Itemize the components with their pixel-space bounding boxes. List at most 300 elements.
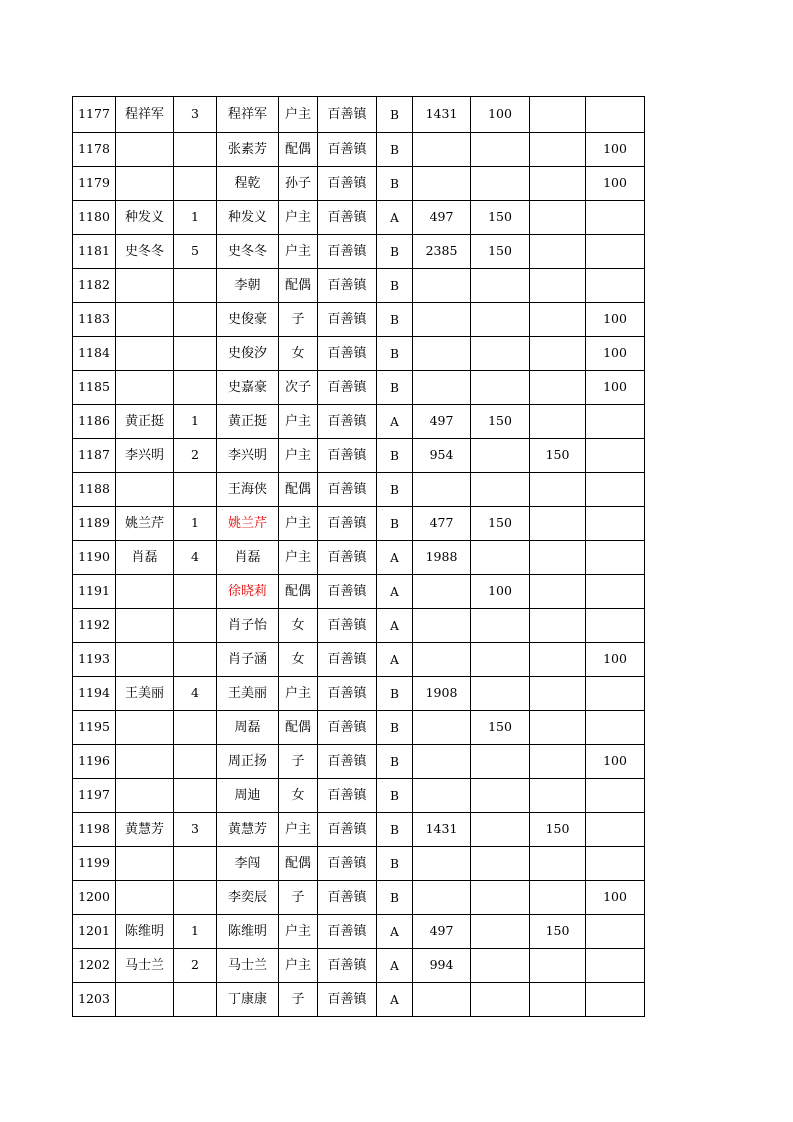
cell-category: B xyxy=(377,303,413,337)
cell-value-c xyxy=(586,779,645,813)
cell-value-a xyxy=(471,609,530,643)
cell-member-name: 李奕辰 xyxy=(217,881,279,915)
table-row xyxy=(73,473,645,507)
cell-household-head: 程祥军 xyxy=(116,97,174,133)
cell-value-c: 100 xyxy=(586,881,645,915)
cell-member-name: 史嘉豪 xyxy=(217,371,279,405)
cell-household-size xyxy=(174,575,217,609)
cell-household-head xyxy=(116,609,174,643)
cell-household-head xyxy=(116,847,174,881)
cell-member-name: 史冬冬 xyxy=(217,235,279,269)
cell-value-b: 150 xyxy=(530,813,586,847)
cell-amount xyxy=(413,133,471,167)
table-row xyxy=(73,847,645,881)
cell-value-c: 100 xyxy=(586,133,645,167)
table-row xyxy=(73,915,645,949)
cell-value-c xyxy=(586,983,645,1017)
cell-value-a xyxy=(471,813,530,847)
cell-value-b xyxy=(530,167,586,201)
table-row xyxy=(73,133,645,167)
table-row xyxy=(73,371,645,405)
cell-amount xyxy=(413,643,471,677)
cell-relation: 女 xyxy=(279,643,318,677)
cell-relation: 女 xyxy=(279,779,318,813)
cell-value-a xyxy=(471,677,530,711)
cell-amount xyxy=(413,745,471,779)
cell-value-c xyxy=(586,677,645,711)
cell-record-number: 1183 xyxy=(73,303,116,337)
cell-value-a xyxy=(471,643,530,677)
cell-member-name: 王美丽 xyxy=(217,677,279,711)
cell-value-c: 100 xyxy=(586,745,645,779)
cell-amount xyxy=(413,983,471,1017)
cell-value-c xyxy=(586,575,645,609)
cell-value-b xyxy=(530,507,586,541)
cell-value-b xyxy=(530,779,586,813)
cell-amount: 994 xyxy=(413,949,471,983)
cell-relation: 配偶 xyxy=(279,847,318,881)
cell-household-head: 黄慧芳 xyxy=(116,813,174,847)
cell-amount xyxy=(413,847,471,881)
cell-relation: 配偶 xyxy=(279,269,318,303)
table-row xyxy=(73,643,645,677)
cell-category: B xyxy=(377,167,413,201)
cell-value-b xyxy=(530,371,586,405)
cell-town: 百善镇 xyxy=(318,677,377,711)
cell-amount: 497 xyxy=(413,915,471,949)
cell-household-size xyxy=(174,983,217,1017)
cell-value-c xyxy=(586,711,645,745)
table-row xyxy=(73,303,645,337)
table-row xyxy=(73,711,645,745)
cell-member-name: 黄慧芳 xyxy=(217,813,279,847)
cell-category: A xyxy=(377,915,413,949)
cell-household-size: 5 xyxy=(174,235,217,269)
cell-record-number: 1199 xyxy=(73,847,116,881)
cell-category: A xyxy=(377,949,413,983)
cell-household-head xyxy=(116,303,174,337)
table-body xyxy=(73,97,645,1017)
cell-record-number: 1196 xyxy=(73,745,116,779)
table-row xyxy=(73,167,645,201)
cell-value-a xyxy=(471,439,530,473)
cell-record-number: 1188 xyxy=(73,473,116,507)
cell-value-b xyxy=(530,133,586,167)
cell-household-head: 李兴明 xyxy=(116,439,174,473)
cell-category: B xyxy=(377,507,413,541)
cell-record-number: 1189 xyxy=(73,507,116,541)
cell-member-name: 史俊汐 xyxy=(217,337,279,371)
cell-category: B xyxy=(377,473,413,507)
cell-amount xyxy=(413,711,471,745)
cell-household-head: 史冬冬 xyxy=(116,235,174,269)
cell-value-a xyxy=(471,337,530,371)
cell-record-number: 1190 xyxy=(73,541,116,575)
cell-value-a xyxy=(471,167,530,201)
cell-household-size: 1 xyxy=(174,405,217,439)
cell-member-name: 姚兰芹 xyxy=(217,507,279,541)
cell-town: 百善镇 xyxy=(318,711,377,745)
table-row xyxy=(73,439,645,473)
cell-member-name: 周迪 xyxy=(217,779,279,813)
cell-record-number: 1197 xyxy=(73,779,116,813)
cell-household-head: 黄正挺 xyxy=(116,405,174,439)
cell-town: 百善镇 xyxy=(318,915,377,949)
cell-value-b xyxy=(530,337,586,371)
cell-household-size: 1 xyxy=(174,507,217,541)
cell-value-c: 100 xyxy=(586,643,645,677)
cell-household-head xyxy=(116,167,174,201)
cell-town: 百善镇 xyxy=(318,97,377,133)
cell-relation: 次子 xyxy=(279,371,318,405)
cell-household-size: 2 xyxy=(174,439,217,473)
cell-amount: 1988 xyxy=(413,541,471,575)
table-row xyxy=(73,405,645,439)
cell-household-head: 王美丽 xyxy=(116,677,174,711)
cell-record-number: 1203 xyxy=(73,983,116,1017)
cell-value-b xyxy=(530,541,586,575)
cell-value-a xyxy=(471,881,530,915)
cell-category: B xyxy=(377,439,413,473)
cell-town: 百善镇 xyxy=(318,133,377,167)
cell-record-number: 1177 xyxy=(73,97,116,133)
cell-value-a: 150 xyxy=(471,201,530,235)
cell-record-number: 1178 xyxy=(73,133,116,167)
cell-relation: 户主 xyxy=(279,405,318,439)
cell-amount xyxy=(413,337,471,371)
cell-value-a xyxy=(471,303,530,337)
table-row xyxy=(73,235,645,269)
cell-category: B xyxy=(377,269,413,303)
cell-household-head xyxy=(116,133,174,167)
cell-household-head xyxy=(116,643,174,677)
cell-value-c xyxy=(586,439,645,473)
table-row xyxy=(73,983,645,1017)
cell-household-size xyxy=(174,847,217,881)
cell-value-c xyxy=(586,541,645,575)
cell-relation: 配偶 xyxy=(279,473,318,507)
cell-value-b xyxy=(530,303,586,337)
cell-town: 百善镇 xyxy=(318,405,377,439)
table-row xyxy=(73,745,645,779)
cell-value-b xyxy=(530,473,586,507)
cell-member-name: 李朝 xyxy=(217,269,279,303)
cell-household-size xyxy=(174,609,217,643)
cell-household-size xyxy=(174,779,217,813)
cell-town: 百善镇 xyxy=(318,167,377,201)
cell-value-a: 150 xyxy=(471,405,530,439)
cell-household-size: 4 xyxy=(174,541,217,575)
cell-member-name: 肖磊 xyxy=(217,541,279,575)
cell-record-number: 1193 xyxy=(73,643,116,677)
cell-record-number: 1180 xyxy=(73,201,116,235)
cell-member-name: 肖子怡 xyxy=(217,609,279,643)
cell-town: 百善镇 xyxy=(318,337,377,371)
cell-relation: 户主 xyxy=(279,541,318,575)
cell-town: 百善镇 xyxy=(318,881,377,915)
table-row xyxy=(73,337,645,371)
cell-record-number: 1182 xyxy=(73,269,116,303)
cell-category: B xyxy=(377,337,413,371)
cell-town: 百善镇 xyxy=(318,779,377,813)
cell-household-head xyxy=(116,473,174,507)
cell-category: B xyxy=(377,677,413,711)
cell-record-number: 1186 xyxy=(73,405,116,439)
cell-household-size: 1 xyxy=(174,201,217,235)
cell-amount xyxy=(413,371,471,405)
cell-household-head: 种发义 xyxy=(116,201,174,235)
table-row xyxy=(73,813,645,847)
cell-household-size: 3 xyxy=(174,813,217,847)
cell-relation: 配偶 xyxy=(279,133,318,167)
cell-amount: 1431 xyxy=(413,813,471,847)
cell-town: 百善镇 xyxy=(318,983,377,1017)
table-row xyxy=(73,609,645,643)
table-row xyxy=(73,201,645,235)
cell-value-c xyxy=(586,915,645,949)
cell-relation: 户主 xyxy=(279,813,318,847)
cell-member-name: 李闯 xyxy=(217,847,279,881)
cell-value-c: 100 xyxy=(586,303,645,337)
cell-relation: 户主 xyxy=(279,97,318,133)
cell-value-c xyxy=(586,473,645,507)
cell-household-size xyxy=(174,269,217,303)
cell-value-a xyxy=(471,371,530,405)
cell-member-name: 丁康康 xyxy=(217,983,279,1017)
cell-amount xyxy=(413,779,471,813)
cell-household-head xyxy=(116,711,174,745)
cell-value-c xyxy=(586,97,645,133)
cell-category: A xyxy=(377,405,413,439)
cell-value-b xyxy=(530,609,586,643)
cell-relation: 户主 xyxy=(279,507,318,541)
cell-category: B xyxy=(377,813,413,847)
cell-category: A xyxy=(377,201,413,235)
cell-category: B xyxy=(377,847,413,881)
cell-amount xyxy=(413,473,471,507)
cell-member-name: 肖子涵 xyxy=(217,643,279,677)
table-row xyxy=(73,779,645,813)
cell-household-head: 陈维明 xyxy=(116,915,174,949)
cell-value-b xyxy=(530,575,586,609)
cell-category: B xyxy=(377,881,413,915)
cell-value-a: 150 xyxy=(471,507,530,541)
cell-category: B xyxy=(377,97,413,133)
cell-category: A xyxy=(377,609,413,643)
cell-value-a: 100 xyxy=(471,97,530,133)
cell-member-name: 张素芳 xyxy=(217,133,279,167)
cell-household-head xyxy=(116,881,174,915)
cell-value-a xyxy=(471,269,530,303)
cell-relation: 子 xyxy=(279,881,318,915)
cell-household-size: 4 xyxy=(174,677,217,711)
cell-value-a xyxy=(471,949,530,983)
cell-member-name: 徐晓莉 xyxy=(217,575,279,609)
cell-household-size xyxy=(174,881,217,915)
cell-town: 百善镇 xyxy=(318,609,377,643)
cell-category: B xyxy=(377,133,413,167)
cell-household-size xyxy=(174,167,217,201)
cell-household-size: 1 xyxy=(174,915,217,949)
cell-relation: 户主 xyxy=(279,439,318,473)
cell-value-a xyxy=(471,473,530,507)
cell-town: 百善镇 xyxy=(318,371,377,405)
cell-value-b xyxy=(530,677,586,711)
cell-value-a xyxy=(471,983,530,1017)
cell-household-size xyxy=(174,337,217,371)
cell-record-number: 1191 xyxy=(73,575,116,609)
table-row xyxy=(73,97,645,133)
cell-value-c xyxy=(586,949,645,983)
cell-member-name: 周正扬 xyxy=(217,745,279,779)
cell-household-size xyxy=(174,133,217,167)
cell-relation: 户主 xyxy=(279,235,318,269)
cell-household-head xyxy=(116,269,174,303)
cell-value-b xyxy=(530,745,586,779)
cell-relation: 女 xyxy=(279,337,318,371)
cell-household-size xyxy=(174,303,217,337)
table-row xyxy=(73,677,645,711)
cell-household-head xyxy=(116,983,174,1017)
cell-relation: 户主 xyxy=(279,915,318,949)
cell-member-name: 史俊豪 xyxy=(217,303,279,337)
household-subsidy-table xyxy=(72,96,645,1017)
cell-town: 百善镇 xyxy=(318,949,377,983)
cell-category: B xyxy=(377,371,413,405)
cell-record-number: 1181 xyxy=(73,235,116,269)
cell-value-b xyxy=(530,847,586,881)
cell-town: 百善镇 xyxy=(318,439,377,473)
cell-member-name: 程祥军 xyxy=(217,97,279,133)
cell-record-number: 1187 xyxy=(73,439,116,473)
table-row xyxy=(73,541,645,575)
cell-member-name: 马士兰 xyxy=(217,949,279,983)
cell-town: 百善镇 xyxy=(318,813,377,847)
cell-member-name: 陈维明 xyxy=(217,915,279,949)
cell-value-a xyxy=(471,133,530,167)
cell-value-b: 150 xyxy=(530,915,586,949)
cell-town: 百善镇 xyxy=(318,303,377,337)
cell-value-a: 100 xyxy=(471,575,530,609)
cell-category: A xyxy=(377,643,413,677)
cell-town: 百善镇 xyxy=(318,507,377,541)
cell-value-c xyxy=(586,269,645,303)
cell-relation: 户主 xyxy=(279,201,318,235)
cell-amount: 477 xyxy=(413,507,471,541)
cell-member-name: 黄正挺 xyxy=(217,405,279,439)
cell-record-number: 1194 xyxy=(73,677,116,711)
cell-value-c: 100 xyxy=(586,167,645,201)
cell-relation: 户主 xyxy=(279,677,318,711)
cell-household-size xyxy=(174,473,217,507)
cell-relation: 子 xyxy=(279,303,318,337)
cell-member-name: 周磊 xyxy=(217,711,279,745)
cell-member-name: 李兴明 xyxy=(217,439,279,473)
cell-amount xyxy=(413,575,471,609)
cell-value-a xyxy=(471,779,530,813)
cell-record-number: 1179 xyxy=(73,167,116,201)
cell-amount xyxy=(413,167,471,201)
cell-value-b xyxy=(530,269,586,303)
cell-value-b xyxy=(530,235,586,269)
cell-household-head xyxy=(116,745,174,779)
cell-town: 百善镇 xyxy=(318,235,377,269)
cell-amount xyxy=(413,609,471,643)
cell-amount: 497 xyxy=(413,405,471,439)
cell-relation: 子 xyxy=(279,983,318,1017)
table-row xyxy=(73,881,645,915)
cell-record-number: 1184 xyxy=(73,337,116,371)
cell-value-b xyxy=(530,643,586,677)
cell-value-c: 100 xyxy=(586,337,645,371)
cell-member-name: 种发义 xyxy=(217,201,279,235)
cell-record-number: 1192 xyxy=(73,609,116,643)
cell-amount xyxy=(413,881,471,915)
cell-category: B xyxy=(377,745,413,779)
cell-value-a xyxy=(471,541,530,575)
cell-amount xyxy=(413,303,471,337)
cell-member-name: 程乾 xyxy=(217,167,279,201)
cell-member-name: 王海侠 xyxy=(217,473,279,507)
cell-town: 百善镇 xyxy=(318,643,377,677)
cell-value-c xyxy=(586,609,645,643)
cell-value-a xyxy=(471,745,530,779)
cell-amount: 2385 xyxy=(413,235,471,269)
cell-value-b xyxy=(530,881,586,915)
cell-household-head xyxy=(116,337,174,371)
cell-relation: 孙子 xyxy=(279,167,318,201)
cell-category: B xyxy=(377,235,413,269)
cell-value-c xyxy=(586,813,645,847)
cell-household-size: 2 xyxy=(174,949,217,983)
cell-relation: 女 xyxy=(279,609,318,643)
cell-value-b xyxy=(530,97,586,133)
cell-value-c xyxy=(586,405,645,439)
cell-value-b xyxy=(530,711,586,745)
cell-amount: 1908 xyxy=(413,677,471,711)
cell-household-head: 马士兰 xyxy=(116,949,174,983)
cell-value-b xyxy=(530,983,586,1017)
cell-value-c: 100 xyxy=(586,371,645,405)
cell-household-size xyxy=(174,711,217,745)
cell-town: 百善镇 xyxy=(318,541,377,575)
cell-value-b: 150 xyxy=(530,439,586,473)
cell-record-number: 1195 xyxy=(73,711,116,745)
cell-relation: 子 xyxy=(279,745,318,779)
cell-household-head: 肖磊 xyxy=(116,541,174,575)
cell-value-a xyxy=(471,915,530,949)
cell-town: 百善镇 xyxy=(318,847,377,881)
cell-value-c xyxy=(586,847,645,881)
cell-town: 百善镇 xyxy=(318,575,377,609)
table-row xyxy=(73,949,645,983)
table-row xyxy=(73,269,645,303)
cell-category: B xyxy=(377,711,413,745)
cell-amount: 497 xyxy=(413,201,471,235)
cell-household-size: 3 xyxy=(174,97,217,133)
cell-value-c xyxy=(586,507,645,541)
cell-value-c xyxy=(586,235,645,269)
cell-value-b xyxy=(530,949,586,983)
table-row xyxy=(73,575,645,609)
cell-value-a: 150 xyxy=(471,711,530,745)
cell-record-number: 1200 xyxy=(73,881,116,915)
cell-value-b xyxy=(530,201,586,235)
cell-value-a xyxy=(471,847,530,881)
cell-relation: 配偶 xyxy=(279,575,318,609)
cell-town: 百善镇 xyxy=(318,201,377,235)
cell-amount: 1431 xyxy=(413,97,471,133)
